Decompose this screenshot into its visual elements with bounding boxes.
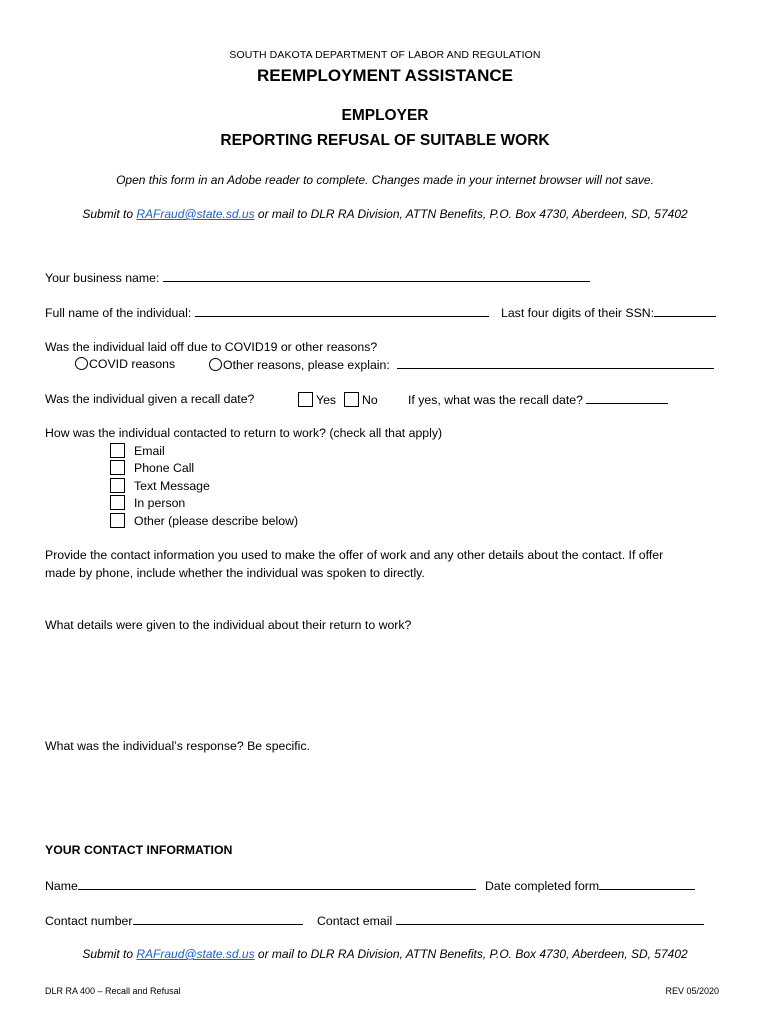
contact-method-text[interactable]: [110, 478, 210, 493]
recall-date-field[interactable]: [586, 392, 668, 404]
covid-reasons-option[interactable]: [75, 357, 175, 371]
contact-number-field[interactable]: [133, 913, 303, 925]
recall-date-row: [408, 392, 668, 407]
submit-prefix: Submit to: [82, 947, 137, 961]
submit-email-link[interactable]: RAFraud@state.sd.us: [136, 207, 255, 221]
business-name-row: [45, 270, 590, 285]
date-completed-label: Date completed form: [485, 879, 600, 893]
department-name: SOUTH DAKOTA DEPARTMENT OF LABOR AND REGULATION: [229, 49, 541, 61]
phone-call-checkbox[interactable]: [110, 460, 125, 475]
form-id: DLR RA 400 – Recall and Refusal: [45, 986, 181, 996]
business-name-label: Your business name:: [45, 271, 160, 285]
details-question: What details were given to the individual about their return to work?: [45, 618, 412, 632]
laid-off-question: Was the individual laid off due to COVID19 or other reasons?: [45, 340, 378, 354]
text-message-checkbox[interactable]: [110, 478, 125, 493]
contact-number-label: Contact number: [45, 914, 133, 928]
contact-email-label: Contact email: [317, 914, 393, 928]
in-person-checkbox[interactable]: [110, 495, 125, 510]
recall-yes-checkbox[interactable]: [298, 392, 313, 407]
contact-info-prompt-line2: made by phone, include whether the individual was spoken to directly.: [45, 566, 425, 580]
covid-radio[interactable]: [75, 357, 88, 370]
contact-method-email[interactable]: [110, 443, 165, 458]
form-title-employer: EMPLOYER: [341, 107, 429, 124]
recall-no-label: No: [362, 393, 378, 407]
submit-email-link[interactable]: RAFraud@state.sd.us: [136, 947, 255, 961]
submit-suffix: or mail to DLR RA Division, ATTN Benefits, P.O. Box 4730, Aberdeen, SD, 57402: [254, 947, 688, 961]
recall-question: Was the individual given a recall date?: [45, 392, 255, 406]
other-radio[interactable]: [209, 358, 222, 371]
contact-method-other[interactable]: [110, 513, 298, 528]
form-title: REPORTING REFUSAL OF SUITABLE WORK: [220, 132, 550, 149]
covid-reasons-label: COVID reasons: [89, 357, 176, 371]
other-reasons-option[interactable]: [209, 357, 714, 372]
other-reasons-field[interactable]: [397, 357, 714, 369]
text-message-label: Text Message: [134, 479, 210, 493]
program-title: REEMPLOYMENT ASSISTANCE: [257, 66, 513, 85]
date-completed-row: [485, 878, 695, 893]
recall-no-option[interactable]: [344, 392, 378, 407]
contact-name-label: Name: [45, 879, 78, 893]
contact-method-question: How was the individual contacted to return to work? (check all that apply): [45, 426, 443, 440]
submit-suffix: or mail to DLR RA Division, ATTN Benefits, P.O. Box 4730, Aberdeen, SD, 57402: [254, 207, 688, 221]
full-name-label: Full name of the individual:: [45, 306, 192, 320]
submit-prefix: Submit to: [82, 207, 137, 221]
email-checkbox[interactable]: [110, 443, 125, 458]
ssn-field[interactable]: [654, 305, 716, 317]
revision-date: REV 05/2020: [665, 986, 719, 996]
adobe-reader-note: Open this form in an Adobe reader to complete. Changes made in your internet browser will not save.: [116, 173, 654, 187]
ssn-label: Last four digits of their SSN:: [501, 306, 655, 320]
full-name-field[interactable]: [195, 305, 489, 317]
business-name-field[interactable]: [163, 270, 590, 282]
contact-name-row: [45, 878, 476, 893]
other-contact-label: Other (please describe below): [134, 514, 299, 528]
recall-no-checkbox[interactable]: [344, 392, 359, 407]
contact-email-field[interactable]: [396, 913, 704, 925]
contact-name-field[interactable]: [78, 878, 476, 890]
response-question: What was the individual’s response? Be specific.: [45, 739, 310, 753]
in-person-label: In person: [134, 496, 186, 510]
your-contact-heading: YOUR CONTACT INFORMATION: [45, 843, 233, 857]
ssn-row: [501, 305, 716, 320]
contact-email-row: [317, 913, 704, 928]
contact-method-phone[interactable]: [110, 460, 194, 475]
email-label: Email: [134, 444, 165, 458]
other-reasons-label: Other reasons, please explain:: [223, 358, 390, 372]
full-name-row: [45, 305, 489, 320]
recall-yes-option[interactable]: [298, 392, 336, 407]
contact-method-in-person[interactable]: [110, 495, 185, 510]
recall-date-label: If yes, what was the recall date?: [408, 393, 583, 407]
contact-number-row: [45, 913, 303, 928]
phone-call-label: Phone Call: [134, 461, 195, 475]
recall-yes-label: Yes: [316, 393, 337, 407]
other-contact-checkbox[interactable]: [110, 513, 125, 528]
submit-instructions-top: [0, 207, 770, 221]
contact-info-prompt-line1: Provide the contact information you used to make the offer of work and any other details about the contact. If offer: [45, 548, 664, 562]
date-completed-field[interactable]: [599, 878, 695, 890]
submit-instructions-bottom: [0, 947, 770, 961]
